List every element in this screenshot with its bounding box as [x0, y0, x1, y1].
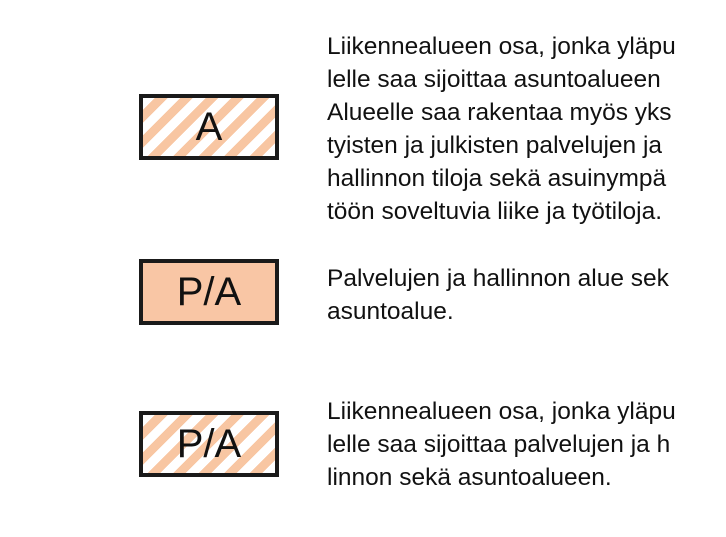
- symbol-label: P/A: [176, 422, 242, 466]
- description-line: lelle saa sijoittaa asuntoalueen: [327, 66, 661, 93]
- description-line: Liikennealueen osa, jonka yläpu: [327, 33, 676, 60]
- legend-description-pa-hatched: [327, 395, 676, 494]
- symbol-label: A: [195, 105, 223, 149]
- symbol-label: P/A: [176, 270, 242, 314]
- legend-symbol-a-hatched: [139, 94, 279, 160]
- legend-symbol-pa-hatched: [139, 411, 279, 477]
- description-line: Liikennealueen osa, jonka yläpu: [327, 398, 676, 425]
- description-line: töön soveltuvia liike ja työtiloja.: [327, 198, 663, 225]
- description-line: hallinnon tiloja sekä asuinympä: [327, 165, 667, 192]
- description-line: linnon sekä asuntoalueen.: [327, 464, 612, 491]
- description-line: Palvelujen ja hallinnon alue sek: [327, 265, 669, 292]
- legend-symbol-pa-solid: [139, 259, 279, 325]
- legend-description-pa-solid: [327, 262, 669, 328]
- description-line: asuntoalue.: [327, 298, 454, 325]
- legend-description-a: [327, 30, 676, 228]
- description-line: lelle saa sijoittaa palvelujen ja h: [327, 431, 671, 458]
- description-line: Alueelle saa rakentaa myös yks: [327, 99, 672, 126]
- description-line: tyisten ja julkisten palvelujen ja: [327, 132, 663, 159]
